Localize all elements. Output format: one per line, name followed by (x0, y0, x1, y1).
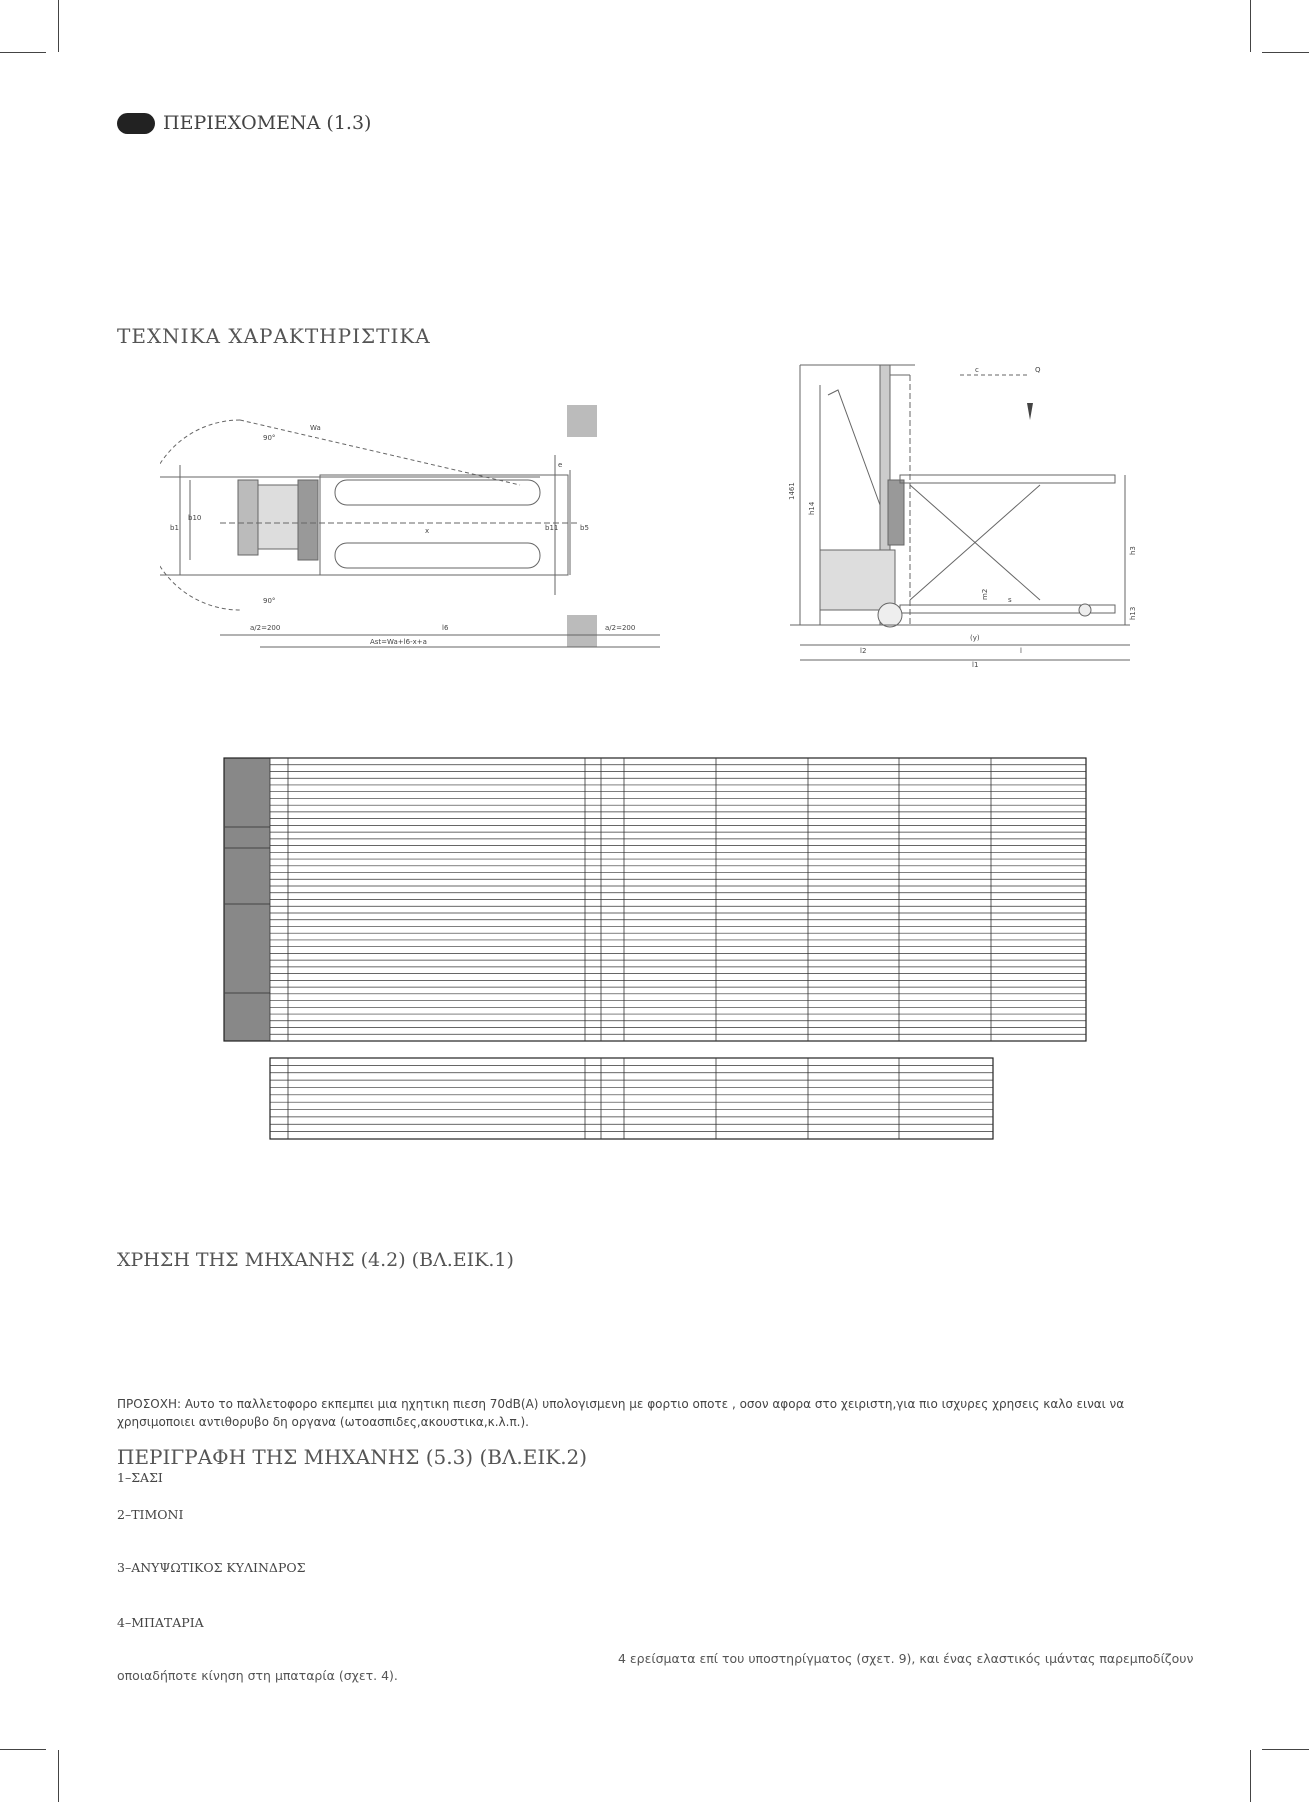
battery-note-line-2: οποιαδήποτε κίνηση στη μπαταρία (σχετ. 4). (117, 1668, 398, 1683)
label-m2: m2 (981, 588, 989, 600)
label-h1: 1461 (788, 482, 796, 500)
label-h13: h13 (1129, 606, 1137, 620)
label-b10: b10 (188, 514, 202, 522)
noise-notice: ΠΡΟΣΟΧΗ: Αυτο το παλλετοφορο εκπεμπει μια ηχητικη πιεση 70dB(A) υπολογισμενη με φορτιο οποτε , οσον αφορα στο χειριστη,για πιο ισχυρες χρησεις καλο ειναι να χρησιμοποιει αντιθορυβο δη οργανα (ωτοασπιδες,ακουστικα,κ.λ.π.). (117, 1397, 1125, 1429)
label-ast: Ast=Wa+l6-x+a (370, 638, 427, 646)
label-angle-top: 90° (263, 434, 276, 442)
section-heading-machine-use: ΧΡΗΣΗ ΤΗΣ ΜΗΧΑΝΗΣ (4.2) (ΒΛ.ΕΙΚ.1) (117, 1249, 514, 1271)
label-h3: h3 (1129, 546, 1137, 555)
label-angle-bottom: 90° (263, 597, 276, 605)
spec-table-secondary (270, 1058, 993, 1139)
label-l2: l2 (860, 647, 867, 655)
label-wa: Wa (310, 424, 321, 432)
label-a2-right: a/2=200 (605, 624, 636, 632)
label-l1: l1 (972, 661, 979, 669)
part-item: 2–ΤΙΜΟΝΙ (117, 1507, 184, 1522)
label-y: (y) (970, 634, 980, 642)
label-b1: b1 (170, 524, 179, 532)
label-l6: l6 (442, 624, 449, 632)
label-b5: b5 (580, 524, 589, 532)
label-a2-left: a/2=200 (250, 624, 281, 632)
part-item: 1–ΣΑΣΙ (117, 1470, 163, 1485)
table-group-column (224, 758, 270, 1041)
part-item: 4–ΜΠΑΤΑΡΙΑ (117, 1615, 204, 1630)
label-s: s (1008, 596, 1012, 604)
label-h14: h14 (808, 501, 816, 515)
label-e: e (558, 461, 563, 469)
label-x: x (425, 527, 430, 535)
label-b11: b11 (545, 524, 559, 532)
battery-note-line-1: 4 ερείσματα επί του υποστηρίγματος (σχετ. 9), και ένας ελαστικός ιμάντας παρεμποδίζουν (618, 1651, 1194, 1666)
spec-table-main (224, 758, 1086, 1041)
section-heading-tech-specs: ΤΕΧΝΙΚΑ ΧΑΡΑΚΤΗΡΙΣΤΙΚΑ (117, 324, 431, 348)
section-heading-machine-desc: ΠΕΡΙΓΡΑΦΗ ΤΗΣ ΜΗΧΑΝΗΣ (5.3) (ΒΛ.ΕΙΚ.2) (117, 1445, 588, 1469)
label-c: c (975, 366, 979, 374)
part-item: 3–ΑΝΥΨΩΤΙΚΟΣ ΚΥΛΙΝΔΡΟΣ (117, 1560, 306, 1575)
label-q: Q (1035, 366, 1041, 374)
page-title: ΠΕΡΙΕΧΟΜΕΝΑ (1.3) (163, 112, 372, 134)
label-l: l (1020, 647, 1022, 655)
